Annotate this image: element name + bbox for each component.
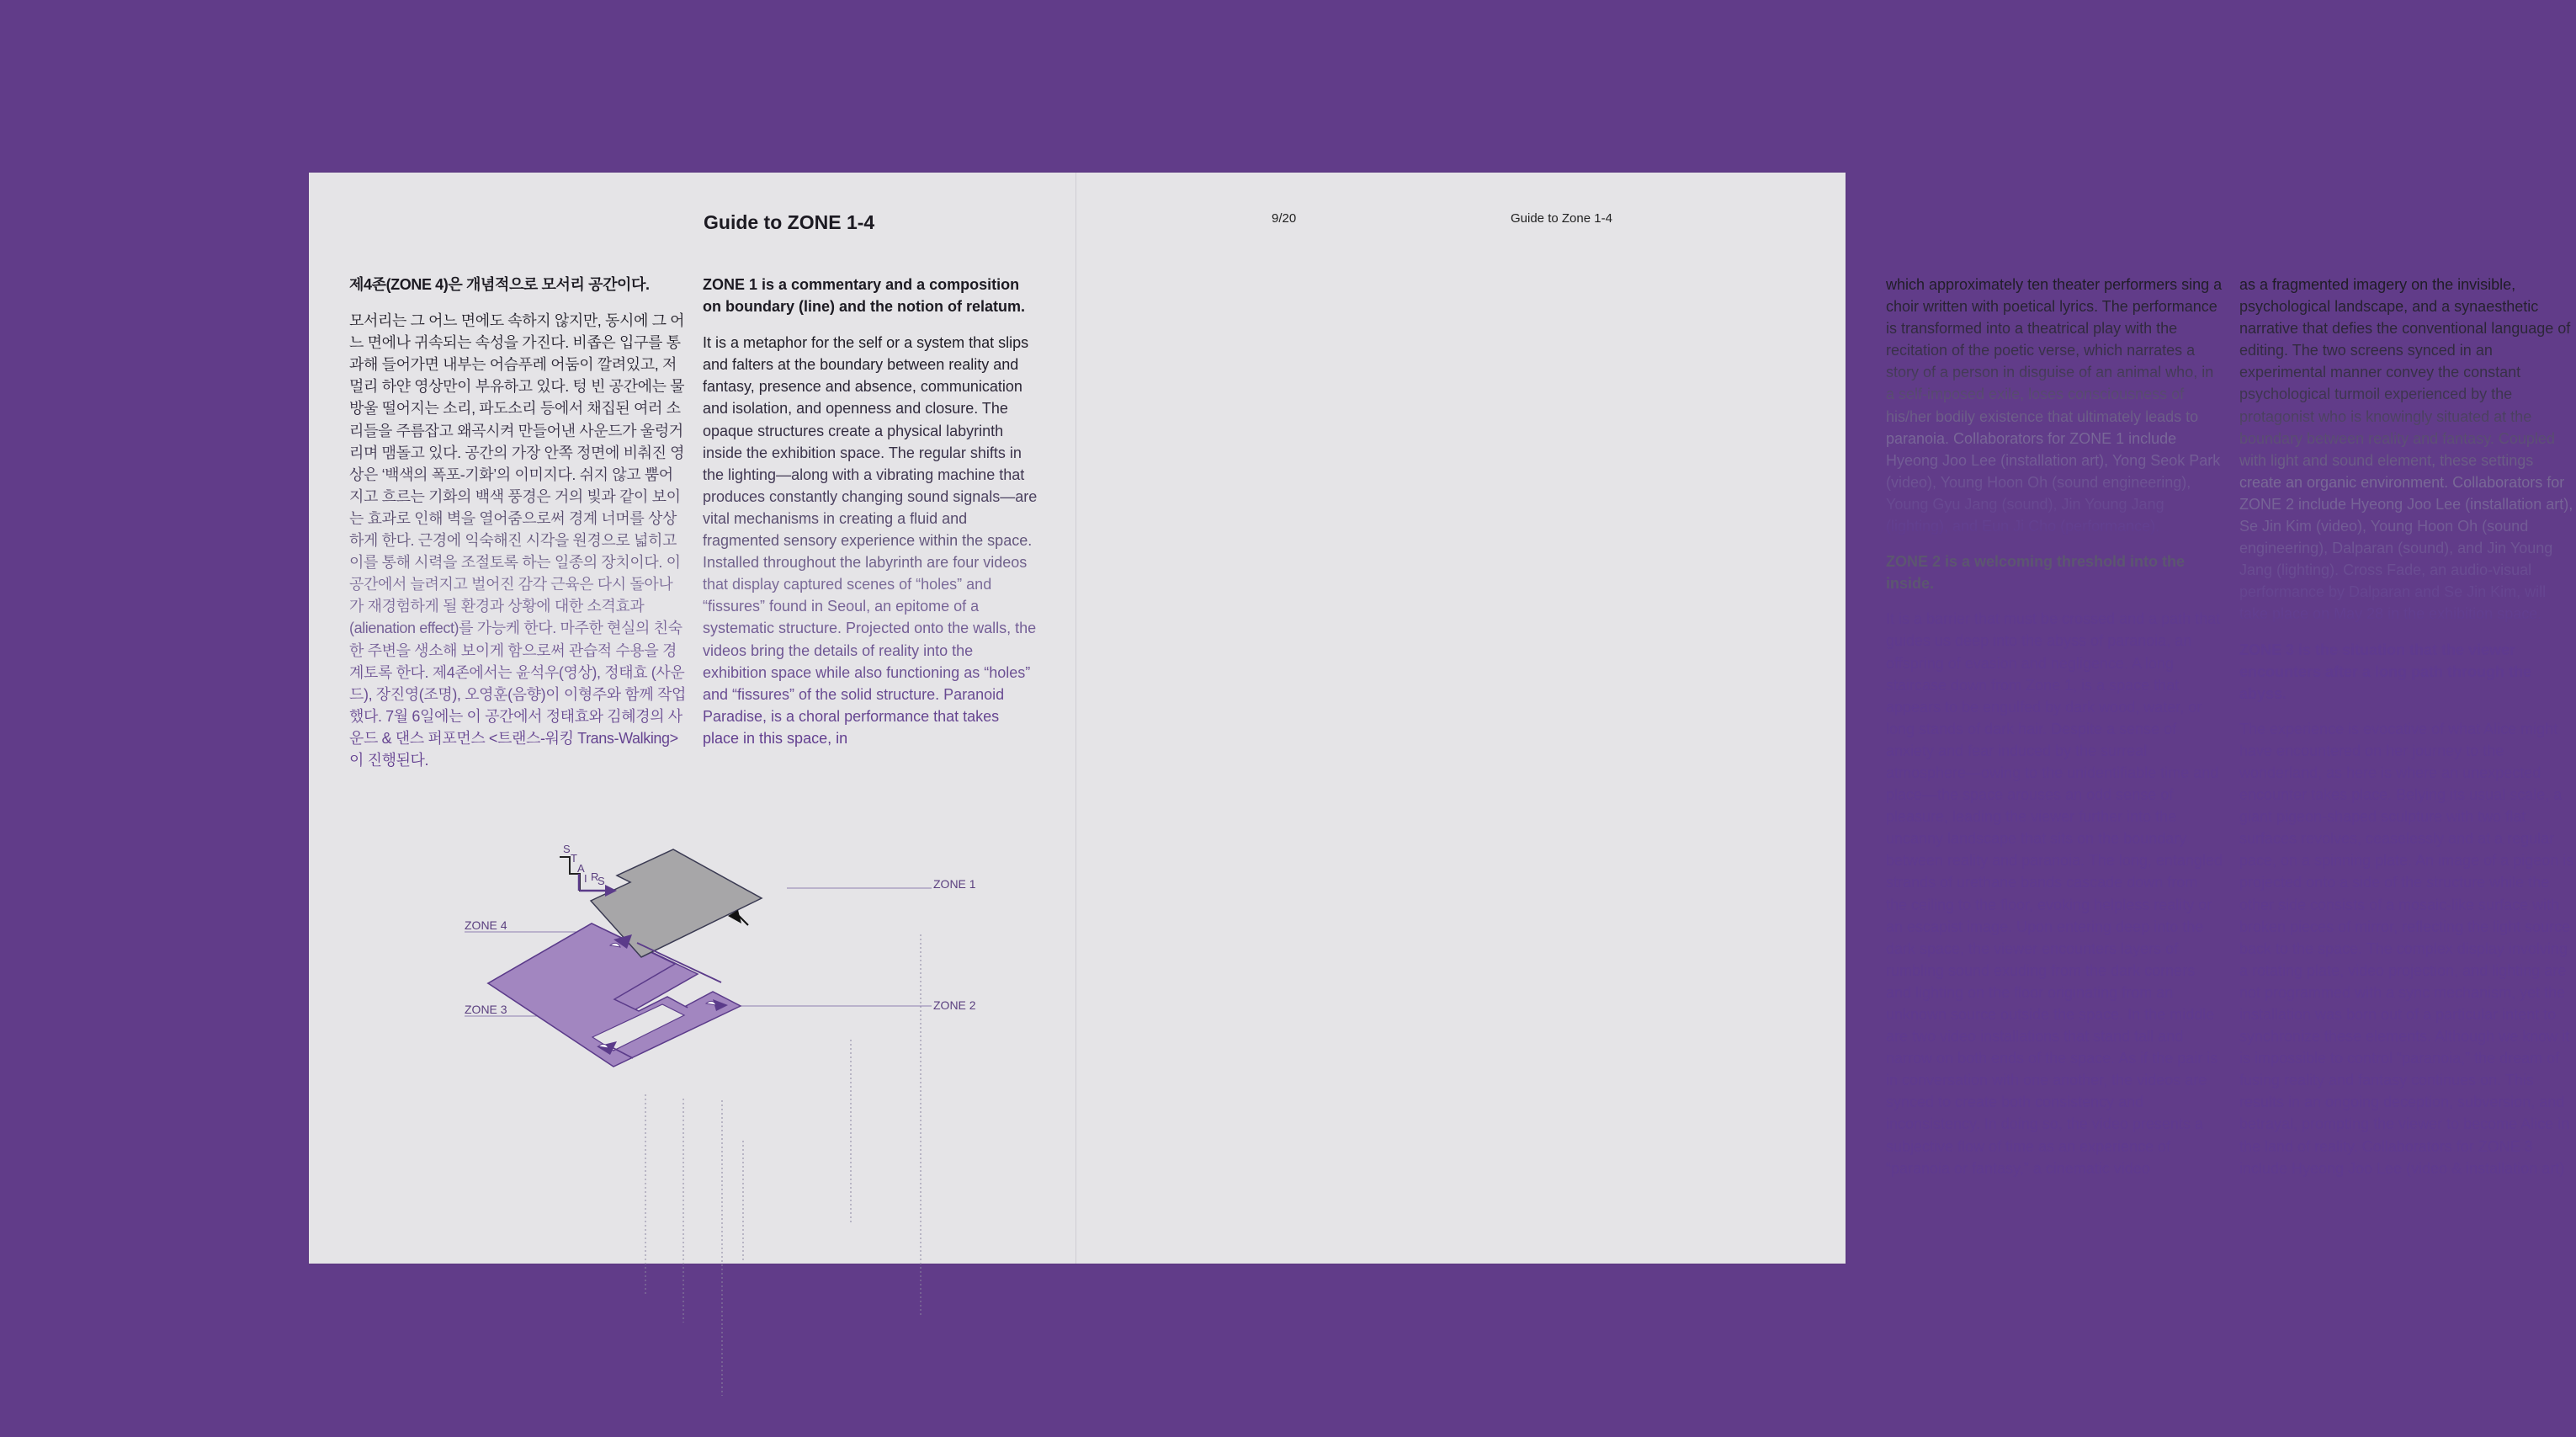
korean-heading: 제4존(ZONE 4)은 개념적으로 모서리 공간이다. [349,276,650,293]
stairs-letter-t: T [571,852,577,865]
right-column-1 [1886,274,2223,1193]
korean-body: 모서리는 그 어느 면에도 속하지 않지만, 동시에 그 어느 면에나 귀속되는 속성을 가진다. 비좁은 입구를 통과해 들어가면 내부는 어슴푸레 어둠이 깔려있고, 저 멀리 하얀 영상만이 부유하고 있다. 텅 빈 공간에는 물방울 떨어지는 소리, 파도소리 등에서 채집된 여러 소리들을 주름잡고 왜곡시켜 만들어낸 사운드가 울렁거리며 맴돌고 있다. 공간의 가장 안쪽 정면에 비춰진 영상은 ‘백색의 폭포-기화’의 이미지다. 쉬지 않고 뿜어지고 흐르는 기화의 백색 풍경은 거의 빛과 같이 보이는 효과로 인해 벽을 열어줌으로써 경계 너머를 상상하게 한다. 근경에 익숙해진 시각을 원경으로 넓히고 이를 통해 시력을 조절토록 하는 일종의 장치이다. 이 공간에서 늘려지고 벌어진 감각 근육은 다시 돌아나가 재경험하게 될 환경과 상황에 대한 소격효과 (alienation effect)를 가능케 한다. 마주한 현실의 친숙한 주변을 생소해 보이게 함으로써 관습적 수용을 경계토록 한다. 제4존에서는 윤석우(영상), 정태효 (사운드), 장진영(조명), 오영훈(음향)이 이형주와 함께 작업했다. 7월 6일에는 이 공간에서 정태효와 김혜경의 사운드 & 댄스 퍼포먼스 <트랜스-워킹 Trans-Walking>이 진행된다. [349,310,686,771]
right-column-2 [2239,274,2576,1193]
page-number: 9/20 [1272,211,1297,226]
zone4-label: ZONE 4 [465,918,507,932]
page-title: Guide to ZONE 1-4 [704,211,875,233]
zone2-label: ZONE 2 [933,998,976,1012]
stairs-letter-s2: S [598,875,605,887]
zone3-heading: ZONE 3 is the situation that the viewer encounters after a long path through the abyss. [2239,641,2532,702]
stairs-letter-r: R [591,870,599,883]
left-page [309,173,1076,1264]
zone2-heading: ZONE 2 is a welcoming threshold into the inside. [1886,553,2186,593]
zone1-body-continued: which approximately ten theater performers sing a choir written with poetical lyrics. The performance is transformed into a theatrical play with the recitation of the poetic verse, which narrates a story of a person in disguise of an animal who, in a self-imposed exile, loses consciousness of his/her bodily existence that ultimately leads to paranoia. Collaborators for ZONE 1 include Hyeong Joo Lee (installation art), Yong Seok Park (video), Young Hoon Oh (sound engineering), Young Gyu Jang (sound), Jin Young Jang (lighting), and Eun Ji Cho (performance). [1886,274,2223,537]
zone3-label: ZONE 3 [465,1003,507,1016]
booklet-spread [309,173,2574,1264]
stairs-letter-s1: S [563,843,571,855]
zones-isometric-drawing [418,821,1075,1242]
zone2-body-continued: as a fragmented imagery on the invisible, psychological landscape, and a synaesthetic narrative that defies the conventional language of editing. The two screens synced in an experimental manner convey the constant psychological turmoil experienced by the protagonist who is knowingly situated at the boundary between reality and fantasy. Coupled with light and sound element, these settings create an organic environment. Collaborators for ZONE 2 include Hyeong Joo Lee (installation art), Se Jin Kim (video), Young Hoon Oh (sound engineering), Dalparan (sound), and Jin Young Jang (lighting). Cross Fade, an audio-visual performance by Dalparan and Se Jin Kim, will take place on May 28 in the exhibition space. [2239,274,2576,625]
stairs-symbol [560,843,617,897]
zone1-column [703,274,1039,764]
right-page [1076,173,2574,1264]
zone2-body: It is a barrier that must be crossed and a path that guides us deep into the abyss of paranoia, an offspring of evasion and negligence. A long staircase down from Zone 1, is a space that appears to be engulfed by dark wood, water, or long stands of dark hair. Despite a sense of anxiety and fear induced by the surreal atmosphere—owing to the unidentifiable time and place—the space arouses an odd sense of pleasure, leading the viewer further into the uncanny landscape that sits on the boundary between reality and paranoia. The long, entangled strands of urethane bands cascade down from the ceiling to the floor, evoking helpless reality or an escapist image. Upon entering deep into the dark space, the viewer encounters layers of rumbling sound exuding from the dark corners and lighting on the floor originating from an unknown source outside the space. In the middle are two video installations that stand tall and narrow on both ends of the space. As if the pair is in conversation with one another, the videos are synced to create both consistency and inconsistency. In doing so, the video presents a subjective flow of time as an experience of “paranoia or fantasy,” a cinematic video [1886,610,2223,1177]
zone1-heading: ZONE 1 is a commentary and a composition on boundary (line) and the notion of relatum. [703,276,1025,316]
stairs-letter-i: I [584,872,587,885]
zone1-body: It is a metaphor for the self or a system that slips and falters at the boundary between reality and fantasy, presence and absence, communication and isolation, and openness and closure. The opaque structures create a physical labyrinth inside the exhibition space. The regular shifts in the lighting—along with a vibrating machine that produces constantly changing sound signals—are vital mechanisms in creating a fluid and fragmented sensory experience within the space. Installed throughout the labyrinth are four videos that display captured scenes of “holes” and “fissures” found in Seoul, an epitome of a systematic structure. Projected onto the walls, the videos bring the details of reality into the exhibition space while also functioning as “holes” and “fissures” of the solid structure. Paranoid Paradise, is a choral performance that takes place in this space, in [703,332,1039,749]
running-header: Guide to Zone 1-4 [1511,211,1612,226]
zone3-body: The experience is evocative of what Alice might have encountered on her journey to the wonderland, as here is where an unexpected encounter takes place. Belying its usual scale, a giant pigeon-shaped sculpture with two flat surfaces revolves, ceaselessly and at a regular pace, on a spinning plate. An image of a pigeon is projected onto a side of the structure while the other side consists of a mosaic-like surface with broken pieces of mirror, reflecting the light source back to the space. The complex display involving a rotating plate, video projection, and lighting are not programmed with a sync mechanism, yet the installation was born out of a particular intent to synchronize these elements. Although we know it is impossible to control “paranoia,” the dream of fusing reality and fantasy continues on. This results in an ongoing deception, subversion, and betrayal, prompting the viewer to become Alice in the land of reality. Collaborators for ZONE 3 include Hyeong Joo Lee (video & installation art) [2239,720,2574,1177]
zone1-label: ZONE 1 [933,877,976,891]
zones-diagram [418,821,1075,1242]
korean-column [349,274,686,785]
stairs-letter-a: A [577,862,585,875]
